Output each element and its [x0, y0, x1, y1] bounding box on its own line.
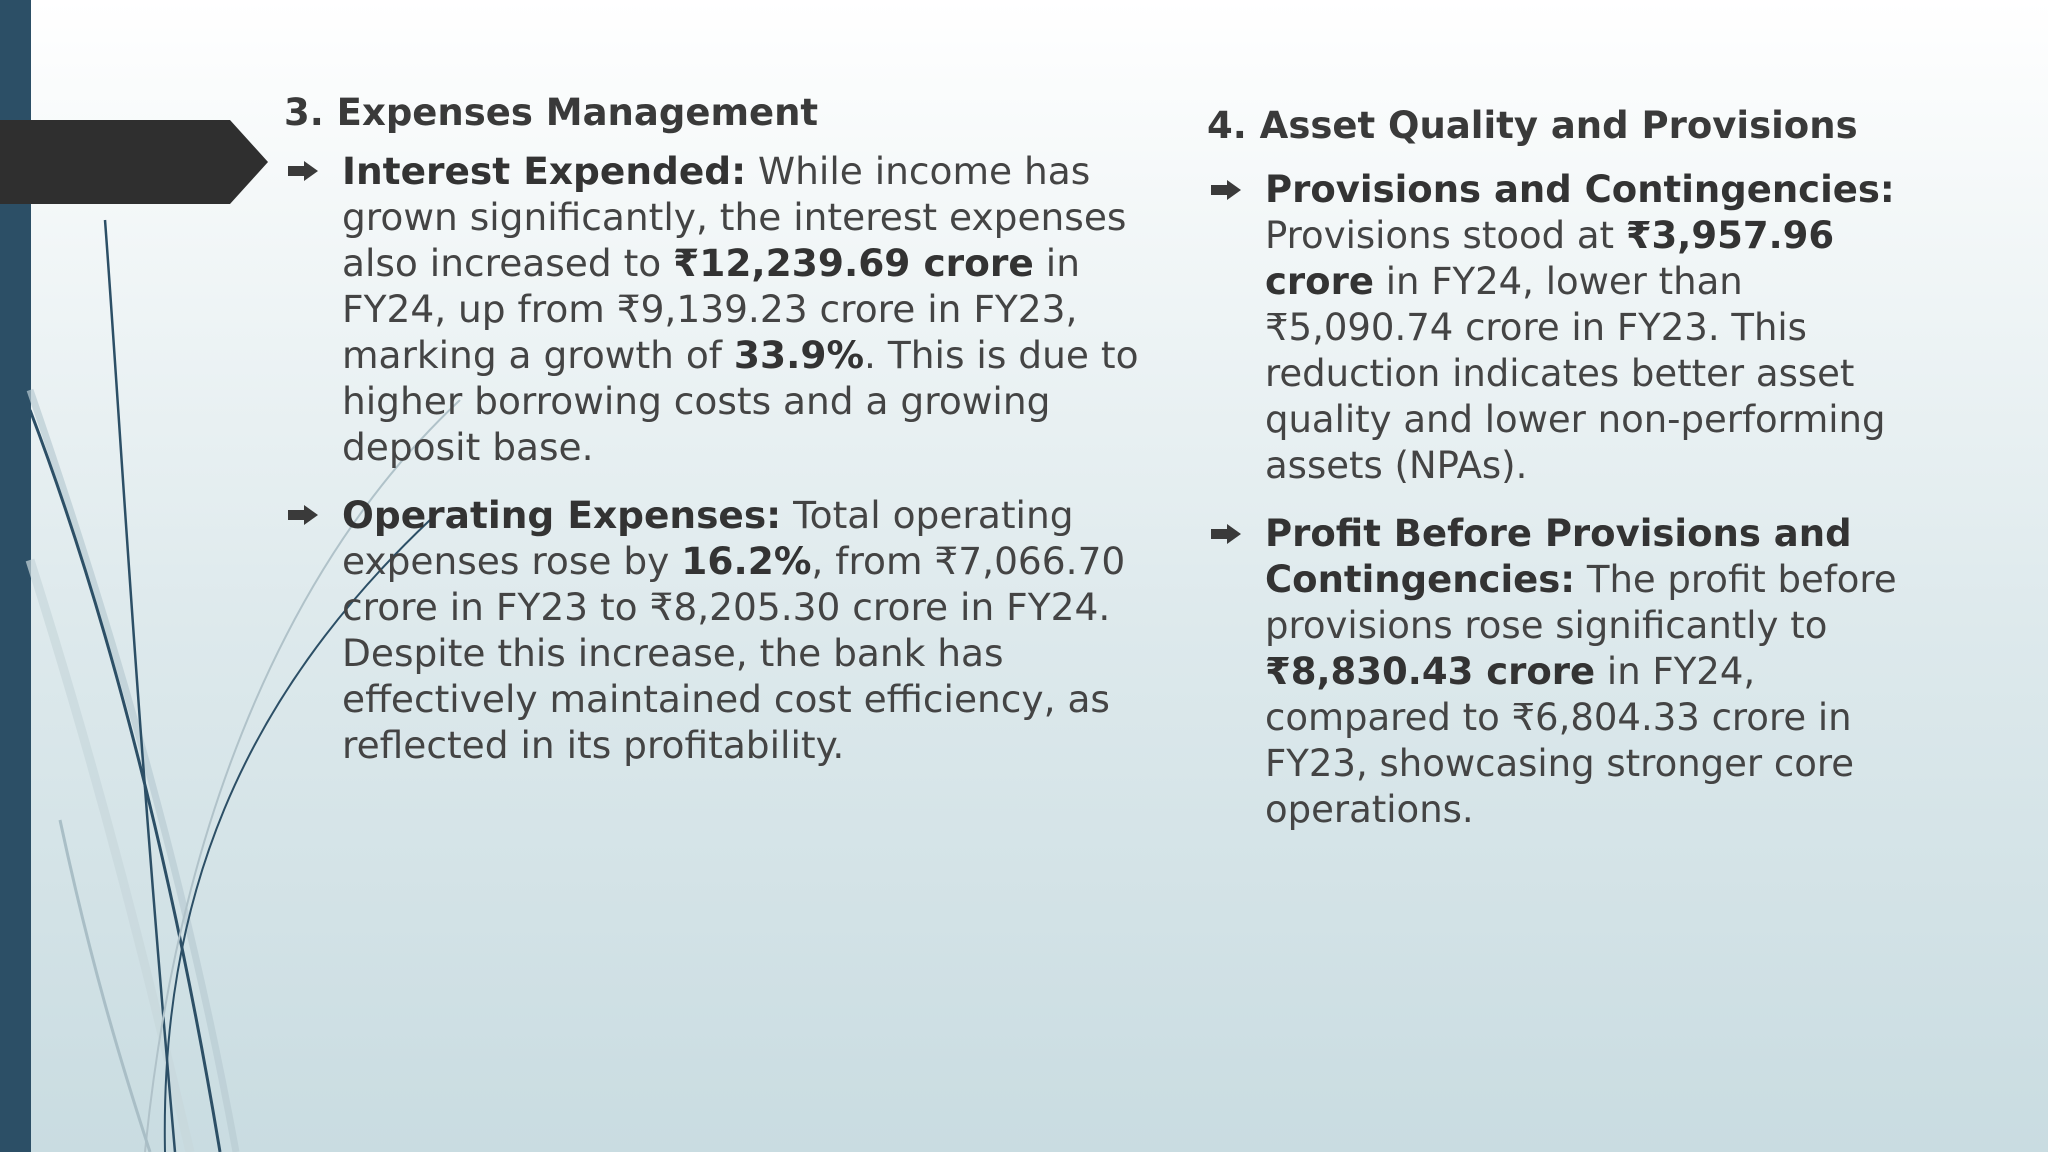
item-lead: Provisions and Contingencies: — [1265, 168, 1895, 211]
item-lead: Profit Before Provisions and Contingencies: — [1265, 512, 1852, 601]
item-highlight: 16.2% — [681, 539, 812, 583]
item-text: in FY24, compared to ₹6,804.33 crore in FY23, showcasing stronger core operations. — [1265, 650, 1855, 831]
item-text: Total operating expenses rose by — [342, 493, 1074, 583]
item-text: , from ₹7,066.70 crore in FY23 to ₹8,205.30 crore in FY24. Despite this increase, the bank has effectively maintained cost efficiency, as reflected in its profitability. — [342, 539, 1126, 767]
list-item — [284, 148, 1144, 470]
arrow-right-icon — [288, 505, 318, 525]
item-text: While income has grown significantly, the interest expenses also increased to — [342, 149, 1127, 285]
expenses-management-section — [284, 88, 1144, 790]
bullet-list — [284, 148, 1144, 768]
list-item — [284, 492, 1144, 768]
item-text: . This is due to higher borrowing costs and a growing deposit base. — [342, 333, 1139, 469]
item-lead: Interest Expended: — [342, 149, 747, 193]
section-heading: 4. Asset Quality and Provisions — [1207, 104, 1858, 147]
arrow-right-icon — [1211, 180, 1241, 200]
item-text: in FY24, up from ₹9,139.23 crore in FY23, marking a growth of — [342, 241, 1080, 377]
section-heading: 3. Expenses Management — [284, 91, 819, 134]
item-highlight: 33.9% — [733, 333, 865, 377]
item-text: in FY24, lower than ₹5,090.74 crore in FY23. This reduction indicates better asset quality and lower non-performing assets (NPAs). — [1265, 260, 1886, 487]
arrow-right-icon — [1211, 524, 1241, 544]
item-highlight: ₹3,957.96 crore — [1265, 214, 1835, 303]
item-highlight: ₹12,239.69 crore — [673, 241, 1034, 285]
item-highlight: ₹8,830.43 crore — [1265, 650, 1596, 693]
list-item — [1207, 511, 1927, 833]
item-text: The profit before provisions rose significantly to — [1265, 558, 1897, 647]
arrow-right-icon — [288, 161, 318, 181]
list-item — [1207, 167, 1927, 489]
asset-quality-section — [1207, 101, 1927, 855]
item-text: Provisions stood at — [1265, 214, 1626, 257]
slide-title-tab — [0, 120, 268, 204]
bullet-list — [1207, 167, 1927, 833]
item-lead: Operating Expenses: — [342, 493, 782, 537]
